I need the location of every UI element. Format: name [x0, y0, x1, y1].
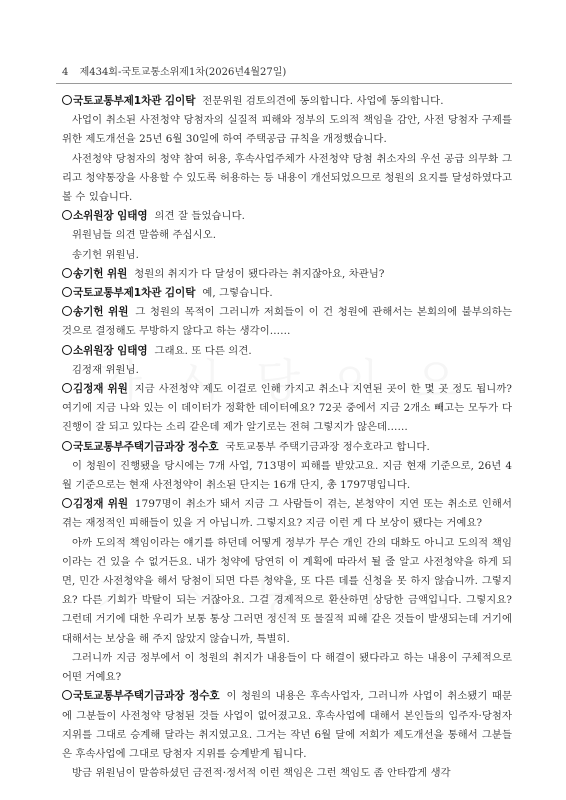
page-number: 4 [62, 67, 69, 78]
speaker-paragraph [62, 92, 512, 111]
speaker-label [62, 306, 128, 318]
speaker-circle-icon [62, 306, 72, 316]
utterance-text: 방금 위원님이 말씀하셨던 금전적·정서적 이런 책임은 그런 책임도 좀 안타깝게 생각 [72, 767, 451, 780]
utterance-text: 김정재 위원님. [72, 363, 140, 376]
speaker-paragraph [62, 687, 512, 764]
speaker-paragraph [62, 265, 512, 284]
continuation-paragraph [62, 764, 512, 783]
speaker-circle-icon [62, 441, 72, 451]
continuation-paragraph [62, 246, 512, 265]
speaker-name: 소위원장 임태영 [73, 344, 148, 357]
continuation-paragraph [62, 534, 512, 649]
speaker-circle-icon [62, 383, 72, 393]
utterance-text: 사업이 취소된 사전청약 당첨자의 실질적 피해와 정부의 도의적 책임을 감안, 사전 당첨자 구제를 위한 제도개선을 25년 6월 30일에 하여 주택공급 규칙을 개정했습니다. [62, 114, 512, 146]
speaker-circle-icon [62, 287, 72, 297]
speaker-paragraph [62, 342, 512, 361]
continuation-paragraph [62, 361, 512, 380]
speaker-name: 송기헌 위원 [73, 306, 129, 319]
speaker-label [62, 441, 218, 453]
speaker-name: 국토교통부제1차관 김이탁 [73, 287, 196, 300]
speaker-paragraph [62, 207, 512, 226]
utterance-text: 예, 그렇습니다. [202, 287, 273, 300]
utterance-text: 국토교통부 주택기금과장 정수호라고 합니다. [225, 440, 430, 453]
speaker-name: 송기헌 위원 [73, 267, 128, 280]
speaker-paragraph [62, 284, 512, 303]
page-header [62, 66, 512, 80]
speaker-paragraph [62, 438, 512, 457]
utterance-text: 그래요. 또 다른 의견. [154, 344, 252, 357]
utterance-text: 이 청원의 내용은 후속사업자, 그러니까 사업이 취소됐기 때문에 그분들이 사전청약 당첨된 것들 사업이 없어졌고요. 후속사업에 대해서 본인들의 입주자·당첨자 지위를 그대로 승계해 달라는 취지였고요. 그거는 작년 6월 달에 저희가 제도개선을 통해서 그분들은 후속사업에 그대로 당첨자 지위를 승계받게 됩니다. [62, 690, 512, 760]
speaker-name: 김정재 위원 [73, 498, 129, 511]
speaker-name: 김정재 위원 [73, 383, 128, 396]
continuation-paragraph [62, 150, 512, 208]
utterance-text: 아까 도의적 책임이라는 얘기를 하던데 어떻게 정부가 무슨 개인 간의 대화도 아니고 도의적 책임이라는 건 있을 수 없거든요. 내가 청약에 당연히 이 계획에 따라서 될 줄 알고 사전청약을 하게 되면, 민간 사전청약을 해서 당첨이 되면 다른 청약을, 또 다른 데를 신청을 못 하지 않습니까. 그렇지요? 다른 기회가 박탈이 되는 거잖아요. 그걸 경제적으로 환산하면 상당한 금액입니다. 그렇지요? 그런데 거기에 대한 우리가 보통 통상 그러면 정신적 또 물질적 피해 같은 것들이 발생되는데 거기에 대해서는 보상을 해 주지 않았지 않습니까, 특별히. [62, 536, 512, 645]
speaker-label [62, 498, 128, 510]
continuation-paragraph [62, 457, 512, 495]
continuation-paragraph [62, 226, 512, 245]
speaker-name: 소위원장 임태영 [73, 210, 148, 223]
speaker-paragraph [62, 380, 512, 438]
speaker-circle-icon [62, 690, 72, 700]
utterance-text: 지금 사전청약 제도 이걸로 인해 가지고 취소나 지연된 곳이 한 몇 곳 정도 됩니까? 여기에 지금 나와 있는 이 데이터가 정확한 데이터예요? 72곳 중에서 지금 2개소 빼고는 모두가 다 진행이 잘 되고 있다는 소리 같은데 제가 알기로는 전혀 그렇지가 않은데…… [62, 383, 512, 434]
speaker-label [62, 210, 148, 222]
speaker-name: 국토교통부주택기금과장 정수호 [73, 440, 219, 453]
utterance-text: 전문위원 검토의견에 동의합니다. 사업에 동의합니다. [202, 95, 444, 107]
continuation-paragraph [62, 649, 512, 687]
utterance-text: 의견 잘 들었습니다. [154, 210, 246, 223]
speaker-paragraph [62, 303, 512, 341]
speaker-name: 국토교통부제1차관 김이탁 [73, 95, 196, 107]
utterance-text: 1797명이 취소가 돼서 지금 그 사람들이 겪는, 본청약이 지연 또는 취소로 인해서 겪는 재정적인 피해들이 있을 거 아닙니까. 그렇지요? 지금 이런 게 다 보상이 됐다는 거예요? [62, 498, 512, 530]
header-divider [56, 83, 512, 84]
speaker-circle-icon [62, 268, 72, 278]
transcript-body [62, 92, 512, 783]
utterance-text: 그 청원의 목적이 그러니까 저희들이 이 건 청원에 관해서는 본회의에 불부의하는 것으로 결정해도 무방하지 않다고 하는 생각이…… [62, 306, 512, 338]
speaker-label [62, 268, 127, 280]
speaker-label [62, 690, 220, 702]
speaker-circle-icon [62, 95, 72, 105]
utterance-text: 위원님들 의견 말씀해 주십시오. [72, 229, 217, 242]
speaker-label [62, 287, 195, 299]
session-title: 제434회-국토교통소위제1차(2026년4월27일) [79, 67, 287, 78]
speaker-paragraph [62, 495, 512, 533]
speaker-label [62, 95, 195, 107]
speaker-circle-icon [62, 210, 72, 220]
utterance-text: 이 청원이 진행됐을 당시에는 7개 사업, 713명이 피해를 받았고요. 지금 현재 기준으로, 26년 4월 기준으로는 현재 사전청약이 취소된 단지는 16개 단지, 총 1797명입니다. [62, 459, 512, 492]
speaker-label [62, 383, 128, 395]
speaker-circle-icon [62, 345, 72, 355]
speaker-name: 국토교통부주택기금과장 정수호 [73, 690, 220, 703]
utterance-text: 송기헌 위원님. [72, 248, 140, 261]
utterance-text: 사전청약 당첨자의 청약 참여 허용, 후속사업주체가 사전청약 당첨 취소자의 우선 공급 의무화 그리고 청약통장을 사용할 수 있도록 허용하는 등 내용이 개선되었으므로 청원의 요지를 달성하였다고 볼 수 있습니다. [62, 152, 512, 204]
speaker-circle-icon [62, 498, 72, 508]
utterance-text: 그러니까 지금 정부에서 이 청원의 취지가 내용들이 다 해결이 됐다라고 하는 내용이 구체적으로 어떤 거예요? [62, 651, 512, 684]
speaker-label [62, 345, 148, 357]
continuation-paragraph [62, 111, 512, 149]
utterance-text: 청원의 취지가 다 달성이 됐다라는 취지잖아요, 차관님? [134, 267, 385, 280]
